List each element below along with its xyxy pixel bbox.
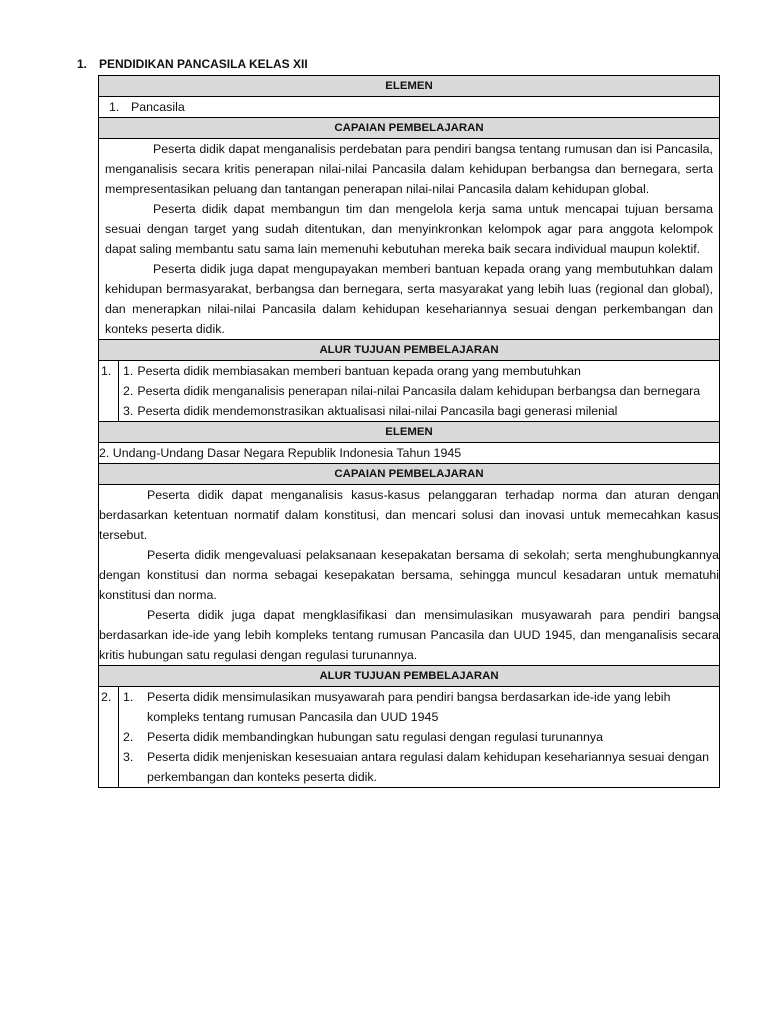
heading-title: PENDIDIKAN PANCASILA KELAS XII — [99, 57, 308, 71]
elemen-header-2: ELEMEN — [99, 422, 720, 443]
alur-item: 2. Peserta didik menganalisis penerapan nilai-nilai Pancasila dalam kehidupan berbangsa dan bernegara — [123, 384, 701, 398]
capaian-paragraph: Peserta didik juga dapat mengklasifikasi dan mensimulasikan musyawarah para pendiri bangsa berdasarkan ide-ide yang lebih kompleks tentang rumusan Pancasila dan UUD 1945, dan menganalisis secara kritis hubungan satu regulasi dengan regulasi turunannya. — [99, 608, 719, 662]
elemen-label-2: Undang-Undang Dasar Negara Republik Indonesia Tahun 1945 — [112, 446, 462, 460]
alur-header-1: ALUR TUJUAN PEMBELAJARAN — [99, 340, 720, 361]
elemen-label-1: Pancasila — [131, 100, 185, 114]
elemen-number-2: 2. — [99, 446, 110, 460]
capaian-paragraph: Peserta didik dapat membangun tim dan mengelola kerja sama untuk mencapai tujuan bersama sesuai dengan target yang sudah ditentukan, dan menyinkronkan kelompok agar para anggota kelompok dapat saling membantu satu sama lain memenuhi kebutuhan mereka baik secara individual maupun kolektif. — [105, 202, 713, 256]
capaian-paragraph: Peserta didik dapat menganalisis perdebatan para pendiri bangsa tentang rumusan dan isi Pancasila, menganalisis secara kritis penerapan nilai-nilai Pancasila dalam kehidupan berbangsa dan bernegara, serta mempresentasikan peluang dan tantangan penerapan nilai-nilai Pancasila dalam kehidupan global. — [105, 142, 713, 196]
alur-header-2: ALUR TUJUAN PEMBELAJARAN — [99, 666, 720, 687]
document-heading — [77, 57, 308, 71]
alur-item: 1. Peserta didik membiasakan memberi bantuan kepada orang yang membutuhkan — [123, 364, 581, 378]
alur-index-2: 2. — [99, 687, 119, 787]
capaian-header-1: CAPAIAN PEMBELAJARAN — [99, 118, 720, 139]
capaian-paragraph: Peserta didik mengevaluasi pelaksanaan kesepakatan bersama di sekolah; serta menghubungkannya dengan konstitusi dan norma sebagai kesepakatan bersama, sehingga muncul kesadaran untuk mematuhi konstitusi dan norma. — [99, 548, 719, 602]
capaian-paragraph: Peserta didik juga dapat mengupayakan memberi bantuan kepada orang yang membutuhkan dalam kehidupan bermasyarakat, berbangsa dan bernegara, serta masyarakat yang lebih luas (regional dan global), dan menerapkan nilai-nilai Pancasila dalam kehidupan kesehariannya sesuai dengan perkembangan dan konteks peserta didik. — [105, 262, 713, 336]
elemen-row-2 — [99, 443, 720, 464]
heading-number: 1. — [77, 57, 88, 71]
elemen-number-1: 1. — [109, 100, 120, 114]
curriculum-table — [98, 75, 720, 788]
alur-cell-2 — [99, 687, 720, 788]
alur-item: 3. Peserta didik mendemonstrasikan aktualisasi nilai-nilai Pancasila bagi generasi milenial — [123, 404, 618, 418]
alur-item: 3. Peserta didik menjeniskan kesesuaian antara regulasi dalam kehidupan kesehariannya sesuai dengan perkembangan dan konteks peserta didik. — [123, 750, 710, 784]
alur-item: 1. Peserta didik mensimulasikan musyawarah para pendiri bangsa berdasarkan ide-ide yang lebih kompleks tentang rumusan Pancasila dan UUD 1945 — [123, 690, 671, 724]
alur-cell-1 — [99, 361, 720, 422]
alur-item: 2. Peserta didik membandingkan hubungan satu regulasi dengan regulasi turunannya — [123, 730, 604, 744]
capaian-cell-2 — [99, 485, 720, 666]
elemen-header-1: ELEMEN — [99, 76, 720, 97]
alur-index-1: 1. — [99, 361, 119, 421]
elemen-row-1 — [99, 97, 720, 118]
capaian-cell-1 — [99, 139, 720, 340]
capaian-paragraph: Peserta didik dapat menganalisis kasus-kasus pelanggaran terhadap norma dan aturan dengan berdasarkan ketentuan normatif dalam konstitusi, dan mencari solusi dan inovasi untuk memecahkan kasus tersebut. — [99, 488, 719, 542]
capaian-header-2: CAPAIAN PEMBELAJARAN — [99, 464, 720, 485]
